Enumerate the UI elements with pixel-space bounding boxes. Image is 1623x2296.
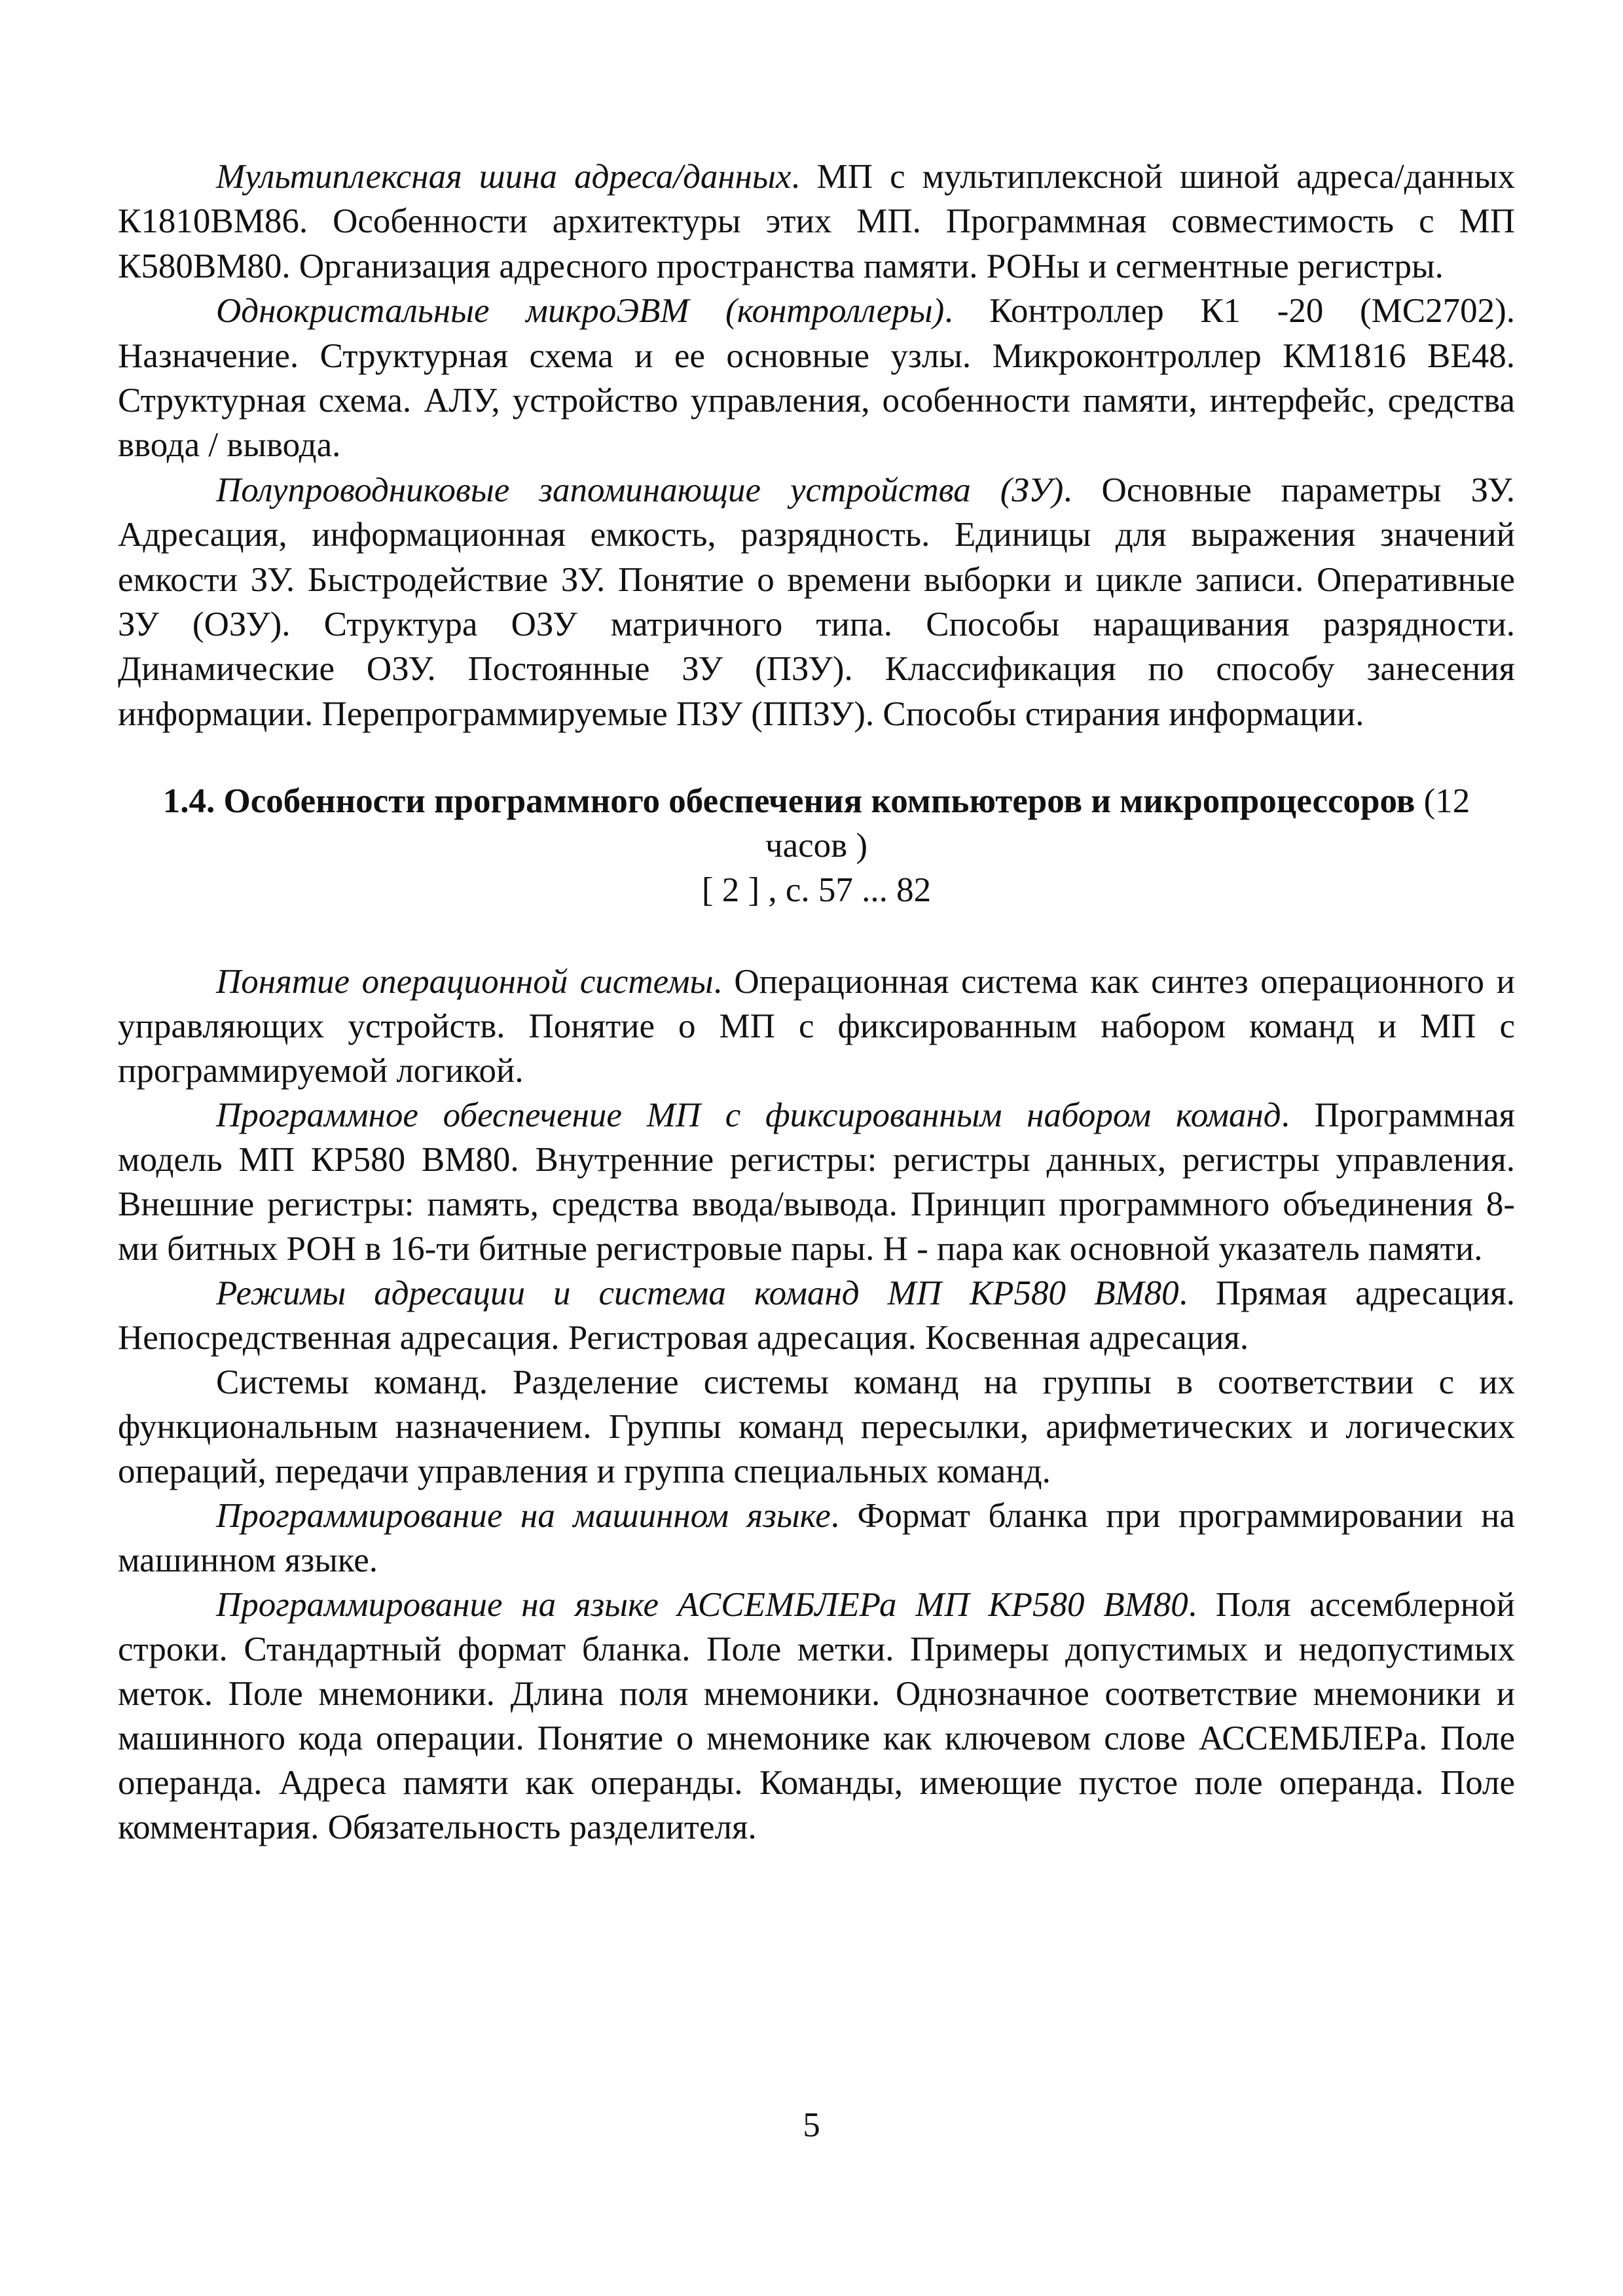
paragraph-body: . Основные параметры ЗУ. Адресация, информационная емкость, разрядность. Единицы для выражения значений емкости ЗУ. Быстродействие ЗУ. Понятие о времени выборки и цикле записи. Оперативные ЗУ (ОЗУ). Структура ОЗУ матричного типа. Способы наращивания разрядности. Динамические ОЗУ. Постоянные ЗУ (ПЗУ). Классификация по способу занесения информации. Перепрограммируемые ПЗУ (ППЗУ). Способы стирания информации. [118,471,1515,733]
paragraph-lead: Понятие операционной системы [216,963,714,1001]
paragraph-body: . Операционная система как синтез операционного и управляющих устройств. Понятие о МП с фиксированным набором команд и МП с программируемой логикой. [118,963,1515,1090]
paragraph-single-chip [118,289,1515,468]
paragraph-assembler [118,1583,1515,1850]
paragraph-lead: Полупроводниковые запоминающие устройства (ЗУ) [216,471,1064,509]
paragraph-body: Системы команд. Разделение системы команд на группы в соответствии с их функциональным назначением. Группы команд пересылки, арифметических и логических операций, передачи управления и группа специальных команд. [118,1363,1515,1491]
spacer [118,912,1515,960]
section-reference: [ 2 ] , с. 57 ... 82 [701,871,932,910]
paragraph-body: . Поля ассемблерной строки. Стандартный формат бланка. Поле метки. Примеры допустимых и недопустимых меток. Поле мнемоники. Длина поля мнемоники. Однозначное соответствие мнемоники и машинного кода операции. Понятие о мнемонике как ключевом слове АССЕМБЛЕРа. Поле операнда. Адреса памяти как операнды. Команды, имеющие пустое поле операнда. Поле комментария. Обязательность разделителя. [118,1586,1515,1847]
page-number: 5 [803,2106,820,2144]
paragraph-lead: Программное обеспечение МП с фиксированным набором команд [216,1096,1281,1135]
paragraph-lead: Мультиплексная шина адреса/данных [216,158,792,196]
section-hours: (12 часов ) [765,782,1470,865]
paragraph-lead: Программирование на машинном языке [216,1497,831,1535]
paragraph-addressing [118,1271,1515,1360]
paragraph-software [118,1093,1515,1271]
paragraph-memory [118,468,1515,736]
document-page [118,154,1515,1850]
spacer [118,736,1515,779]
paragraph-machine-language [118,1494,1515,1583]
paragraph-command-system [118,1360,1515,1494]
paragraph-body: . Прямая адресация. Непосредственная адресация. Регистровая адресация. Косвенная адресация. [118,1274,1515,1357]
paragraph-body: . Формат бланка при программировании на машинном языке. [118,1497,1515,1580]
section-title: 1.4. Особенности программного обеспечения компьютеров и микропроцессоров [162,782,1415,821]
paragraph-multiplex-bus [118,154,1515,289]
paragraph-body: . Контроллер К1 -20 (МС2702). Назначение. Структурная схема и ее основные узлы. Микроконтроллер КМ1816 ВЕ48. Структурная схема. АЛУ, устройство управления, особенности памяти, интерфейс, средства ввода / вывода. [118,292,1515,465]
paragraph-lead: Однокристальные микроЭВМ (контроллеры) [216,292,945,331]
paragraph-lead: Режимы адресации и система команд МП КР580 ВМ80 [216,1274,1179,1313]
paragraph-body: . МП с мультиплексной шиной адреса/данных К1810ВМ86. Особенности архитектуры этих МП. Программная совместимость с МП К580ВМ80. Организация адресного пространства памяти. РОНы и сегментные регистры. [118,158,1515,285]
paragraph-lead: Программирование на языке АССЕМБЛЕРа МП КР580 ВМ80 [216,1586,1188,1624]
paragraph-body: . Программная модель МП КР580 ВМ80. Внутренние регистры: регистры данных, регистры управления. Внешние регистры: память, средства ввода/вывода. Принцип программного объединения 8-ми битных РОН в 16-ти битные регистровые пары. Н - пара как основной указатель памяти. [118,1096,1515,1268]
section-heading [118,779,1515,912]
paragraph-os [118,960,1515,1093]
section-title-line [118,779,1515,868]
